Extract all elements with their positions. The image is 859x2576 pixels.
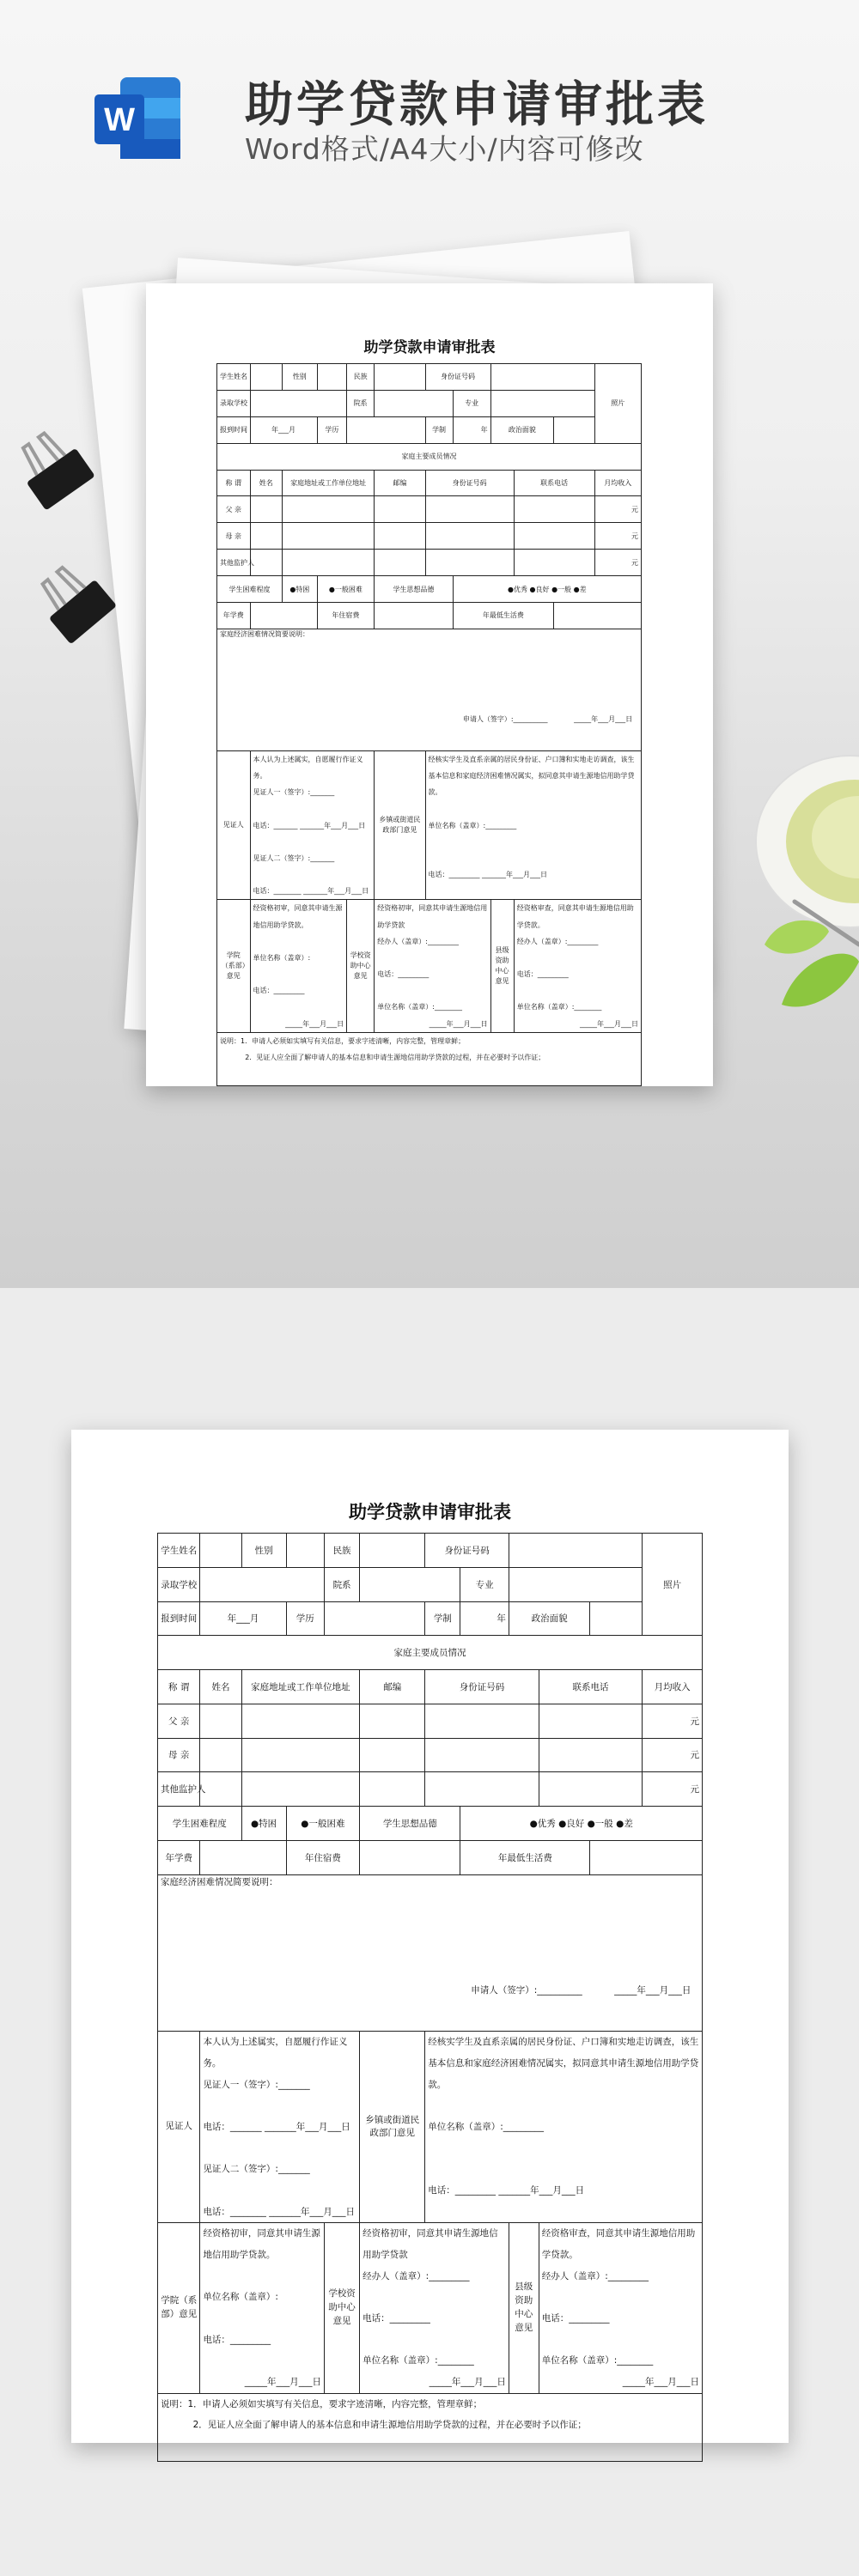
field-father-id[interactable]: [425, 1704, 539, 1738]
field-father-name[interactable]: [250, 496, 283, 523]
field-tuition[interactable]: [200, 1840, 286, 1874]
college-statement: 经资格初审，同意其申请生源地信用助学贷款。: [253, 904, 343, 929]
label-report-time: 报到时间: [217, 416, 251, 443]
field-guardian-phone[interactable]: [514, 550, 594, 576]
col-postcode: 邮编: [360, 1670, 425, 1704]
col-phone: 联系电话: [514, 470, 594, 496]
option-poor[interactable]: ●差: [616, 1818, 633, 1829]
label-political-status: 政治面貌: [509, 1601, 589, 1636]
field-father-address[interactable]: [283, 496, 375, 523]
col-address: 家庭地址或工作单位地址: [283, 470, 375, 496]
field-ethnicity[interactable]: [360, 1534, 425, 1568]
township-opinion-box[interactable]: [425, 751, 641, 900]
field-mother-income[interactable]: 元: [643, 1738, 703, 1772]
field-father-income[interactable]: 元: [594, 496, 641, 523]
field-political-status[interactable]: [590, 1601, 643, 1636]
field-father-name[interactable]: [200, 1704, 241, 1738]
field-guardian-id[interactable]: [425, 550, 514, 576]
field-mother-name[interactable]: [200, 1738, 241, 1772]
row-mother-label: 母 亲: [158, 1738, 200, 1772]
col-relation: 称 谓: [158, 1670, 200, 1704]
field-mother-postcode[interactable]: [375, 523, 425, 550]
field-report-time[interactable]: 年___月: [200, 1601, 286, 1636]
form-sheet: [71, 1430, 789, 2443]
col-phone: 联系电话: [539, 1670, 642, 1704]
field-id-number[interactable]: [490, 364, 594, 391]
field-major[interactable]: [490, 390, 594, 416]
label-education: 学历: [286, 1601, 324, 1636]
field-father-phone[interactable]: [539, 1704, 642, 1738]
note-1: 说明：1．申请人必须如实填写有关信息，要求字迹清晰，内容完整，管理章鲜；: [220, 1036, 466, 1045]
field-mother-income[interactable]: 元: [594, 523, 641, 550]
field-admission-school[interactable]: [200, 1567, 325, 1601]
township-phone-date: 电话：_________ _______年___月___日: [428, 2185, 585, 2196]
option-excellent[interactable]: ●优秀: [508, 585, 527, 593]
field-guardian-postcode[interactable]: [360, 1772, 425, 1807]
township-opinion-box[interactable]: [425, 2032, 703, 2223]
field-guardian-income[interactable]: 元: [594, 550, 641, 576]
witness-box[interactable]: [250, 751, 375, 900]
label-difficulty-level: 学生困难程度: [158, 1807, 242, 1841]
label-admission-school: 录取学校: [158, 1567, 200, 1601]
note-2: 2．见证人应全面了解申请人的基本信息和申请生源地信用助学贷款的过程，并在必要时予以作证；: [245, 1053, 545, 1061]
family-section-header: 家庭主要成员情况: [217, 443, 642, 470]
label-tuition: 年学费: [217, 603, 251, 629]
loan-application-table: [216, 363, 642, 1086]
label-education: 学历: [317, 416, 347, 443]
school-center-date: _____年___月___日: [429, 2376, 506, 2387]
field-major[interactable]: [509, 1567, 642, 1601]
field-department[interactable]: [360, 1567, 460, 1601]
field-mother-id[interactable]: [425, 523, 514, 550]
label-dorm-fee: 年住宿费: [286, 1840, 360, 1874]
school-center-statement: 经资格初审，同意其申请生源地信用助学贷款: [377, 904, 488, 929]
label-township-office: 乡镇或街道民政部门意见: [375, 751, 425, 900]
option-extreme-difficulty[interactable]: ●特困: [283, 576, 318, 603]
page-subtitle: Word格式/A4大小/内容可修改: [245, 132, 644, 166]
field-guardian-postcode[interactable]: [375, 550, 425, 576]
township-phone-date: 电话：_________ _______年___月___日: [428, 871, 548, 879]
field-gender[interactable]: [286, 1534, 324, 1568]
binder-clip-icon: [30, 558, 125, 653]
form-preview-sheet: [146, 283, 713, 1086]
field-father-address[interactable]: [241, 1704, 360, 1738]
field-living-cost[interactable]: [554, 603, 642, 629]
county-center-phone: 电话：_________: [541, 2312, 610, 2324]
college-statement: 经资格初审，同意其申请生源地信用助学贷款。: [203, 2228, 320, 2260]
label-college-opinion: 学院（系部）意见: [217, 900, 251, 1032]
field-father-postcode[interactable]: [360, 1704, 425, 1738]
label-major: 专业: [453, 390, 490, 416]
witness-2-signature: 见证人二（签字）:_______: [203, 2164, 310, 2175]
col-address: 家庭地址或工作单位地址: [241, 1670, 360, 1704]
field-mother-postcode[interactable]: [360, 1738, 425, 1772]
label-county-center: 县级资助中心意见: [509, 2223, 539, 2393]
township-unit-stamp: 单位名称（盖章）:_________: [428, 2122, 545, 2133]
witness-statement: 本人认为上述属实，自愿履行作证义务。: [203, 2037, 348, 2069]
field-id-number[interactable]: [509, 1534, 642, 1568]
form-title: 助学贷款申请审批表: [349, 1502, 511, 1522]
school-center-phone: 电话：_________: [362, 2312, 430, 2324]
field-report-time[interactable]: 年___月: [250, 416, 317, 443]
field-study-length[interactable]: 年: [453, 416, 490, 443]
row-father-label: 父 亲: [158, 1704, 200, 1738]
field-guardian-address[interactable]: [283, 550, 375, 576]
moral-options[interactable]: [460, 1807, 703, 1841]
school-center-phone: 电话：_________: [377, 970, 430, 979]
school-center-unit-stamp: 单位名称（盖章）:________: [362, 2355, 474, 2366]
col-monthly-income: 月均收入: [594, 470, 641, 496]
label-moral-character: 学生思想品德: [360, 1807, 460, 1841]
binder-clip-icon: [9, 425, 103, 519]
col-id-number: 身份证号码: [425, 470, 514, 496]
school-center-box[interactable]: [375, 900, 490, 1032]
college-unit-stamp: 单位名称（盖章）:: [253, 953, 311, 962]
witness-1-signature: 见证人一（签字）:_______: [203, 2079, 310, 2090]
field-guardian-name[interactable]: [250, 550, 283, 576]
option-good[interactable]: ●良好: [529, 585, 550, 593]
witness-1-phone-date: 电话：_______ _______年___月___日: [203, 2122, 350, 2133]
label-ethnicity: 民族: [324, 1534, 359, 1568]
witness-1-phone-date: 电话：_______ _______年___月___日: [253, 821, 366, 829]
field-education[interactable]: [347, 416, 425, 443]
row-guardian-label: 其他监护人: [217, 550, 251, 576]
field-ethnicity[interactable]: [375, 364, 425, 391]
field-dorm-fee[interactable]: [375, 603, 453, 629]
col-relation: 称 谓: [217, 470, 251, 496]
county-center-date: _____年___月___日: [622, 2376, 699, 2387]
col-id-number: 身份证号码: [425, 1670, 539, 1704]
school-center-box[interactable]: [360, 2223, 509, 2393]
col-name: 姓名: [250, 470, 283, 496]
family-section-header: 家庭主要成员情况: [158, 1636, 703, 1670]
field-father-income[interactable]: 元: [643, 1704, 703, 1738]
applicant-date-line: _____年___月___日: [614, 1985, 691, 1996]
note-2: 2．见证人应全面了解申请人的基本信息和申请生源地信用助学贷款的过程，并在必要时予以作证；: [192, 2420, 587, 2431]
field-guardian-address[interactable]: [241, 1772, 360, 1807]
label-living-cost: 年最低生活费: [453, 603, 554, 629]
witness-1-signature: 见证人一（签字）:_______: [253, 788, 335, 797]
field-tuition[interactable]: [250, 603, 317, 629]
field-guardian-income[interactable]: 元: [643, 1772, 703, 1807]
label-department: 院系: [347, 390, 375, 416]
col-name: 姓名: [200, 1670, 241, 1704]
field-dorm-fee[interactable]: [360, 1840, 460, 1874]
county-center-statement: 经资格审查，同意其申请生源地信用助学贷款。: [516, 904, 634, 929]
township-statement: 经核实学生及直系亲属的居民身份证、户口簿和实地走访调查，该生基本信息和家庭经济困难情况属实，拟同意其申请生源地信用助学贷款。: [428, 756, 635, 797]
field-father-id[interactable]: [425, 496, 514, 523]
witness-box[interactable]: [200, 2032, 360, 2223]
witness-statement: 本人认为上述属实，自愿履行作证义务。: [253, 756, 363, 781]
county-center-handler: 经办人（盖章）:_________: [516, 937, 599, 945]
label-tuition: 年学费: [158, 1840, 200, 1874]
school-center-statement: 经资格初审，同意其申请生源地信用助学贷款: [362, 2228, 498, 2260]
school-center-handler: 经办人（盖章）:_________: [377, 937, 459, 945]
school-center-handler: 经办人（盖章）:_________: [362, 2270, 470, 2281]
label-report-time: 报到时间: [158, 1601, 200, 1636]
option-good[interactable]: ●良好: [558, 1818, 585, 1829]
label-admission-school: 录取学校: [217, 390, 251, 416]
college-unit-stamp: 单位名称（盖章）:: [203, 2292, 278, 2303]
row-father-label: 父 亲: [217, 496, 251, 523]
option-extreme-difficulty[interactable]: ●特困: [241, 1807, 286, 1841]
field-guardian-id[interactable]: [425, 1772, 539, 1807]
label-county-center: 县级资助中心意见: [490, 900, 514, 1032]
applicant-signature-line: 申请人（签字）:__________: [462, 715, 548, 724]
label-gender: 性别: [283, 364, 318, 391]
field-gender[interactable]: [317, 364, 347, 391]
label-study-length: 学制: [425, 416, 453, 443]
label-political-status: 政治面貌: [490, 416, 554, 443]
field-student-name[interactable]: [200, 1534, 241, 1568]
label-family-situation: 家庭经济困难情况简要说明：: [220, 629, 309, 638]
label-gender: 性别: [241, 1534, 286, 1568]
label-witness: 见证人: [158, 2032, 200, 2223]
college-opinion-box[interactable]: [200, 2223, 325, 2393]
applicant-date-line: _____年___月___日: [574, 715, 633, 724]
family-situation-box[interactable]: [217, 629, 642, 750]
field-student-name[interactable]: [250, 364, 283, 391]
label-school-center: 学校资助中心意见: [324, 2223, 359, 2393]
note-1: 说明：1．申请人必须如实填写有关信息，要求字迹清晰，内容完整，管理章鲜；: [161, 2398, 483, 2409]
field-political-status[interactable]: [554, 416, 594, 443]
township-statement: 经核实学生及直系亲属的居民身份证、户口簿和实地走访调查，该生基本信息和家庭经济困难情况属实，拟同意其申请生源地信用助学贷款。: [428, 2037, 699, 2090]
county-center-unit-stamp: 单位名称（盖章）:________: [516, 1003, 602, 1012]
label-dorm-fee: 年住宿费: [317, 603, 375, 629]
col-postcode: 邮编: [375, 470, 425, 496]
label-ethnicity: 民族: [347, 364, 375, 391]
field-mother-phone[interactable]: [539, 1738, 642, 1772]
county-center-unit-stamp: 单位名称（盖章）:________: [541, 2355, 654, 2366]
loan-application-table: [157, 1533, 703, 2462]
label-student-name: 学生姓名: [158, 1534, 200, 1568]
witness-2-signature: 见证人二（签字）:_______: [253, 854, 335, 862]
college-date: _____年___月___日: [285, 1019, 344, 1028]
school-center-unit-stamp: 单位名称（盖章）:________: [377, 1003, 462, 1012]
page-title: 助学贷款申请审批表: [245, 77, 709, 133]
county-center-handler: 经办人（盖章）:_________: [541, 2270, 649, 2281]
field-mother-address[interactable]: [241, 1738, 360, 1772]
option-excellent[interactable]: ●优秀: [529, 1818, 556, 1829]
label-school-center: 学校资助中心意见: [347, 900, 375, 1032]
form-detail-section: [0, 1288, 859, 2576]
witness-2-phone-date: 电话：________ _______年___月___日: [203, 2206, 356, 2217]
county-center-box[interactable]: [539, 2223, 702, 2393]
label-major: 专业: [460, 1567, 509, 1601]
option-general-difficulty[interactable]: ●一般困难: [286, 1807, 360, 1841]
tea-cup-icon: [747, 747, 859, 1030]
word-logo-letter: W: [104, 102, 135, 138]
option-poor[interactable]: ●差: [573, 585, 587, 593]
label-department: 院系: [324, 1567, 359, 1601]
college-date: _____年___月___日: [244, 2376, 321, 2387]
college-phone: 电话：_________: [203, 2334, 271, 2345]
field-guardian-phone[interactable]: [539, 1772, 642, 1807]
label-witness: 见证人: [217, 751, 251, 900]
field-admission-school[interactable]: [250, 390, 347, 416]
label-id-number: 身份证号码: [425, 364, 490, 391]
field-mother-name[interactable]: [250, 523, 283, 550]
form-notes: [158, 2393, 703, 2462]
family-situation-box[interactable]: [158, 1874, 703, 2032]
label-moral-character: 学生思想品德: [375, 576, 453, 603]
label-id-number: 身份证号码: [425, 1534, 509, 1568]
option-general-difficulty[interactable]: ●一般困难: [317, 576, 375, 603]
applicant-signature-line: 申请人（签字）:__________: [471, 1985, 582, 1996]
word-app-icon: [94, 77, 180, 159]
college-opinion-box[interactable]: [250, 900, 347, 1032]
label-college-opinion: 学院（系部）意见: [158, 2223, 200, 2393]
school-center-date: _____年___月___日: [429, 1019, 488, 1028]
form-title: 助学贷款申请审批表: [363, 339, 496, 356]
moral-options[interactable]: [453, 576, 641, 603]
label-living-cost: 年最低生活费: [460, 1840, 590, 1874]
township-unit-stamp: 单位名称（盖章）:_________: [428, 821, 517, 829]
option-average[interactable]: ●一般: [551, 585, 572, 593]
college-phone: 电话：_________: [253, 987, 305, 995]
photo-box: 照片: [643, 1534, 703, 1636]
field-mother-id[interactable]: [425, 1738, 539, 1772]
field-department[interactable]: [375, 390, 453, 416]
label-township-office: 乡镇或街道民政部门意见: [360, 2032, 425, 2223]
field-father-postcode[interactable]: [375, 496, 425, 523]
field-guardian-name[interactable]: [200, 1772, 241, 1807]
field-mother-phone[interactable]: [514, 523, 594, 550]
form-notes: [217, 1032, 642, 1085]
county-center-date: _____年___月___日: [580, 1019, 638, 1028]
option-average[interactable]: ●一般: [587, 1818, 613, 1829]
photo-box: 照片: [594, 364, 641, 444]
row-guardian-label: 其他监护人: [158, 1772, 200, 1807]
label-study-length: 学制: [425, 1601, 460, 1636]
label-difficulty-level: 学生困难程度: [217, 576, 283, 603]
field-study-length[interactable]: 年: [460, 1601, 509, 1636]
witness-2-phone-date: 电话：________ _______年___月___日: [253, 887, 369, 896]
county-center-statement: 经资格审查，同意其申请生源地信用助学贷款。: [541, 2228, 696, 2260]
field-living-cost[interactable]: [590, 1840, 703, 1874]
label-family-situation: 家庭经济困难情况简要说明：: [161, 1876, 278, 1887]
field-father-phone[interactable]: [514, 496, 594, 523]
col-monthly-income: 月均收入: [643, 1670, 703, 1704]
county-center-phone: 电话：_________: [516, 970, 569, 979]
label-student-name: 学生姓名: [217, 364, 251, 391]
field-mother-address[interactable]: [283, 523, 375, 550]
county-center-box[interactable]: [514, 900, 641, 1032]
field-education[interactable]: [324, 1601, 424, 1636]
row-mother-label: 母 亲: [217, 523, 251, 550]
